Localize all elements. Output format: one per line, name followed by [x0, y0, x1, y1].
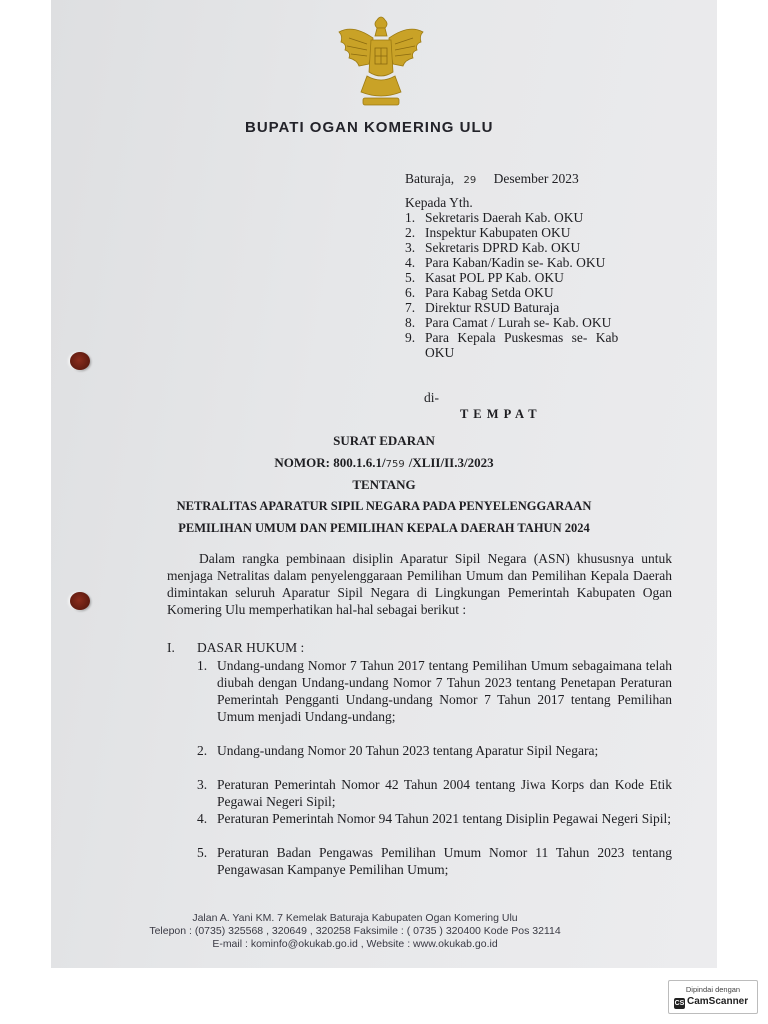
list-item-continuation: OKU: [425, 345, 455, 360]
subject-line-1: NETRALITAS APARATUR SIPIL NEGARA PADA PENYELENGGARAAN: [176, 499, 592, 513]
footer-address: Jalan A. Yani KM. 7 Kemelak Baturaja Kabupaten Ogan Komering Ulu: [192, 912, 518, 924]
list-item: 6. Para Kabag Setda OKU: [405, 285, 554, 300]
list-item: 7. Direktur RSUD Baturaja: [405, 300, 560, 315]
list-item: 1. Sekretaris Daerah Kab. OKU: [405, 210, 584, 225]
garuda-emblem-icon: [333, 14, 429, 110]
di-label: di-: [424, 390, 439, 405]
punch-hole: [70, 592, 90, 610]
watermark-line-1: Dipindai dengan: [685, 985, 741, 994]
list-item: 2. Inspektur Kabupaten OKU: [405, 225, 571, 240]
subject-line-2: PEMILIHAN UMUM DAN PEMILIHAN KEPALA DAERAH TAHUN 2024: [178, 521, 590, 535]
letter-number: NOMOR: 800.1.6.1/759 /XLII/II.3/2023: [274, 455, 494, 470]
footer-phone: Telepon : (0735) 325568 , 320649 , 320258 Faksimile : ( 0735 ) 320400 Kode Pos 32114: [149, 925, 561, 937]
list-item: 1. Undang-undang Nomor 7 Tahun 2017 tentang Pemilihan Umum sebagaimana telah diubah dengan Undang-undang Nomor 7 Tahun 2023 tentang Penetapan Peraturan Pemerintah Pengganti Undang-undang Nomor 7 Tahun 2017 tentang Pemilihan Umum menjadi Undang-undang;: [197, 658, 672, 724]
list-item: 3. Peraturan Pemerintah Nomor 42 Tahun 2004 tentang Jiwa Korps dan Kode Etik Pegawai Negeri Sipil;: [197, 777, 672, 809]
tempat-label: T E M P A T: [460, 407, 538, 421]
list-item: 9. Para Kepala Puskesmas se- Kab: [405, 330, 619, 345]
footer-contact: E-mail : kominfo@okukab.go.id , Website : www.okukab.go.id: [212, 938, 498, 950]
list-item: 8. Para Camat / Lurah se- Kab. OKU: [405, 315, 612, 330]
list-item: 2. Undang-undang Nomor 20 Tahun 2023 tentang Aparatur Sipil Negara;: [197, 743, 599, 758]
page-title: BUPATI OGAN KOMERING ULU: [245, 119, 494, 136]
city: Baturaja,: [405, 171, 455, 186]
handwritten-day: 29: [463, 175, 477, 186]
camscanner-logo-icon: CS: [674, 1000, 685, 1007]
handwritten-number: 759: [385, 459, 405, 470]
month-year: Desember 2023: [493, 171, 579, 186]
punch-hole: [70, 352, 90, 370]
list-item: 4. Para Kaban/Kadin se- Kab. OKU: [405, 255, 606, 270]
recipients-heading: Kepada Yth.: [405, 195, 473, 210]
tentang-label: TENTANG: [352, 477, 416, 492]
section-title: DASAR HUKUM :: [197, 640, 305, 655]
list-item: 3. Sekretaris DPRD Kab. OKU: [405, 240, 581, 255]
intro-paragraph: Dalam rangka pembinaan disiplin Aparatur Sipil Negara (ASN) khususnya untuk menjaga Netralitas dalam penyelenggaraan Pemilihan Umum dan Pemilihan Kepala Daerah dimintakan seluruh Aparatur Sipil Negara di Lingkungan Pemerintah Kabupaten Ogan Komering Ulu memperhatikan hal-hal sebagai berikut :: [167, 551, 672, 617]
camscanner-watermark: [668, 980, 758, 1014]
list-item: 5. Kasat POL PP Kab. OKU: [405, 270, 564, 285]
list-item: 5. Peraturan Badan Pengawas Pemilihan Umum Nomor 11 Tahun 2023 tentang Pengawasan Kampanye Pemilihan Umum;: [197, 845, 672, 877]
place-date: [405, 171, 579, 188]
watermark-line-2: CS CamScanner: [674, 996, 749, 1007]
section-number: I.: [167, 640, 175, 655]
letter-type: SURAT EDARAN: [333, 433, 435, 448]
list-item: 4. Peraturan Pemerintah Nomor 94 Tahun 2021 tentang Disiplin Pegawai Negeri Sipil;: [197, 811, 671, 826]
